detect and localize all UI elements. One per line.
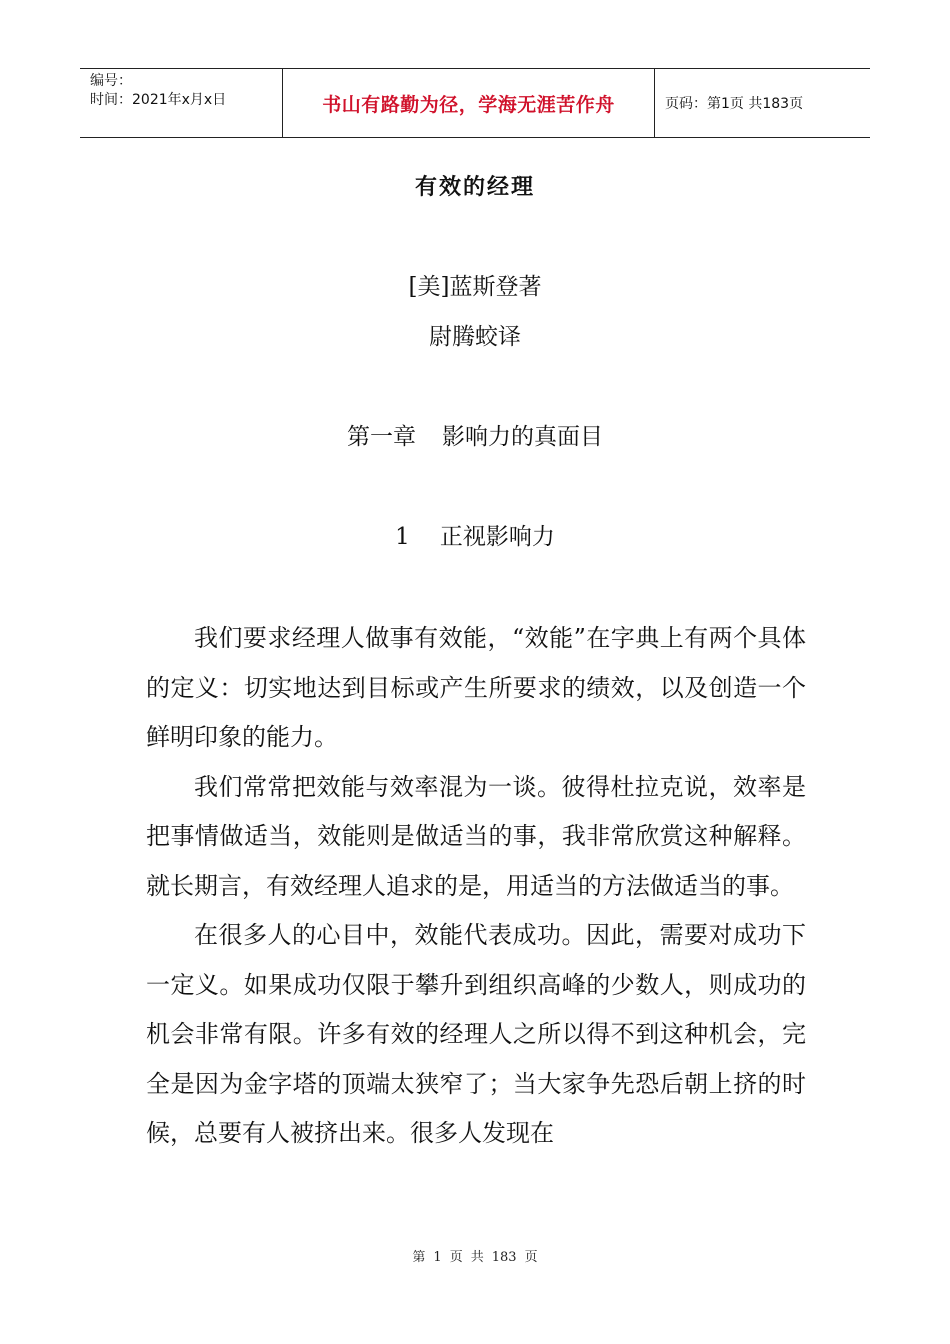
header-meta-cell xyxy=(80,69,282,137)
paragraph: 我们要求经理人做事有效能，“效能”在字典上有两个具体的定义：切实地达到目标或产生所要求的绩效，以及创造一个鲜明印象的能力。 xyxy=(146,624,806,751)
document-title: 有效的经理 xyxy=(414,174,535,200)
motto-text: 书山有路勤为径，学海无涯苦作舟 xyxy=(322,93,615,116)
section-number: 1 xyxy=(395,524,410,550)
author-line: [美]蓝斯登著 xyxy=(408,274,542,300)
paragraph: 在很多人的心目中，效能代表成功。因此，需要对成功下一定义。如果成功仅限于攀升到组织高峰的少数人，则成功的机会非常有限。许多有效的经理人之所以得不到这种机会，完全是因为金字塔的顶端太狭窄了；当大家争先恐后朝上挤的时候，总要有人被挤出来。很多人发现在 xyxy=(146,921,806,1147)
chapter-number: 第一章 xyxy=(347,424,416,450)
header-page-cell xyxy=(655,69,870,137)
time-label: 时间：2021年x月x日 xyxy=(90,92,227,108)
footer-total-pages: 183 xyxy=(491,1250,517,1265)
section-heading xyxy=(0,518,950,551)
section-title: 正视影响力 xyxy=(439,524,555,550)
paragraph: 我们常常把效能与效率混为一谈。彼得杜拉克说，效率是把事情做适当，效能则是做适当的事，我非常欣赏这种解释。就长期言，有效经理人追求的是，用适当的方法做适当的事。 xyxy=(146,772,806,900)
body-text xyxy=(146,614,806,1159)
page-footer: 第 1 页 共 183 页 xyxy=(412,1250,538,1265)
chapter-title: 影响力的真面目 xyxy=(442,424,603,450)
page-info: 页码：第1页 共183页 xyxy=(665,96,804,112)
page-header xyxy=(80,68,870,138)
header-motto-cell xyxy=(282,69,655,137)
chapter-heading xyxy=(0,418,950,451)
translator-line: 尉腾蛟译 xyxy=(429,324,521,350)
footer-page-number: 1 xyxy=(433,1250,442,1265)
number-label: 编号： xyxy=(90,73,132,89)
